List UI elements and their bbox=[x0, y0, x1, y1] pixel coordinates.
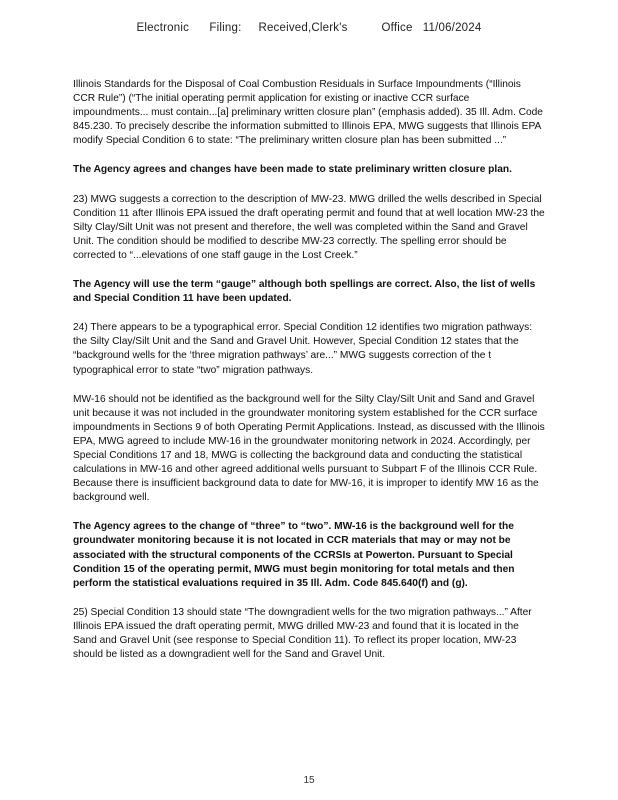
agency-response-closure-plan: The Agency agrees and changes have been made to state preliminary written closure plan. bbox=[73, 164, 512, 176]
paragraph-comment-24: 24) There appears to be a typographical error. Special Condition 12 identifies two migration pathways: the Silty Clay/Silt Unit and the Sand and Gravel Unit. However, Special Condition 12 states that the “background wells for the ‘three migration pathways’ are...” MWG suggests correction of the t typographical error to state “two” migration pathways. bbox=[73, 322, 533, 376]
paragraph-closure-plan: Illinois Standards for the Disposal of Coal Combustion Residuals in Surface Impoundments (“Illinois CCR Rule”) (“The initial operating permit application for existing or inactive CCR surface impoundments... must contain...[a] preliminary written closure plan” (emphasis added). 35 Ill. Adm. Code 845.230. To precisely describe the information submitted to Illinois EPA, MWG suggests that Illinois EPA modify Special Condition 6 to state: “The preliminary written closure plan has been submitted ...” bbox=[73, 79, 543, 147]
paragraph-comment-25: 25) Special Condition 13 should state “The downgradient wells for the two migration pathways...” After Illinois EPA issued the draft operating permit, MWG drilled MW-23 and found that it is located in the Sand and Gravel Unit (see response to Special Condition 11). To reflect its proper location, MW-23 should be listed as a downgradient well for the Sand and Gravel Unit. bbox=[73, 606, 532, 661]
agency-response-23: The Agency will use the term “gauge” although both spellings are correct. Also, the list of wells and Special Condition 11 have been updated. bbox=[73, 279, 536, 305]
paragraph-comment-23: 23) MWG suggests a correction to the description of MW-23. MWG drilled the wells described in Special Condition 11 after Illinois EPA issued the draft operating permit and found that at well location MW-23 the Silty Clay/Silt Unit was not present and therefore, the well was completed within the Sand and Gravel Unit. The condition should be modified to describe MW-23 correctly. The spelling error should be corrected to “...elevations of one staff gauge in the Lost Creek.” bbox=[73, 193, 545, 261]
filing-stamp: Electronic Filing: Received,Clerk's Office 11/06/2024 bbox=[136, 22, 482, 34]
agency-response-24: The Agency agrees to the change of “three” to “two”. MW-16 is the background well for the groundwater monitoring because it is not located in CCR materials that may or may not be associated with the structural components of the CCRSIs at Powerton. Pursuant to Special Condition 15 of the operating permit, MWG must begin monitoring for total metals and then perform the statistical evaluations required in 35 Ill. Adm. Code 845.640(f) and (g). bbox=[73, 521, 515, 589]
page-number: 15 bbox=[303, 775, 315, 786]
document-body bbox=[73, 78, 545, 677]
paragraph-mw16: MW-16 should not be identified as the background well for the Silty Clay/Silt Unit and Sand and Gravel unit because it was not included in the groundwater monitoring system established for the CCR surface impoundments in Sections 9 of both Operating Permit Applications. Instead, as discussed with the Illinois EPA, MWG agreed to include MW-16 in the groundwater monitoring network in 2024. Accordingly, per Special Conditions 17 and 18, MWG is collecting the background data and conducting the statistical calculations in MW-16 and other agreed additional wells pursuant to Subpart F of the Illinois CCR Rule. Because there is insufficient background data to date for MW-16, it is improper to identify MW 16 as the background well. bbox=[73, 393, 545, 504]
